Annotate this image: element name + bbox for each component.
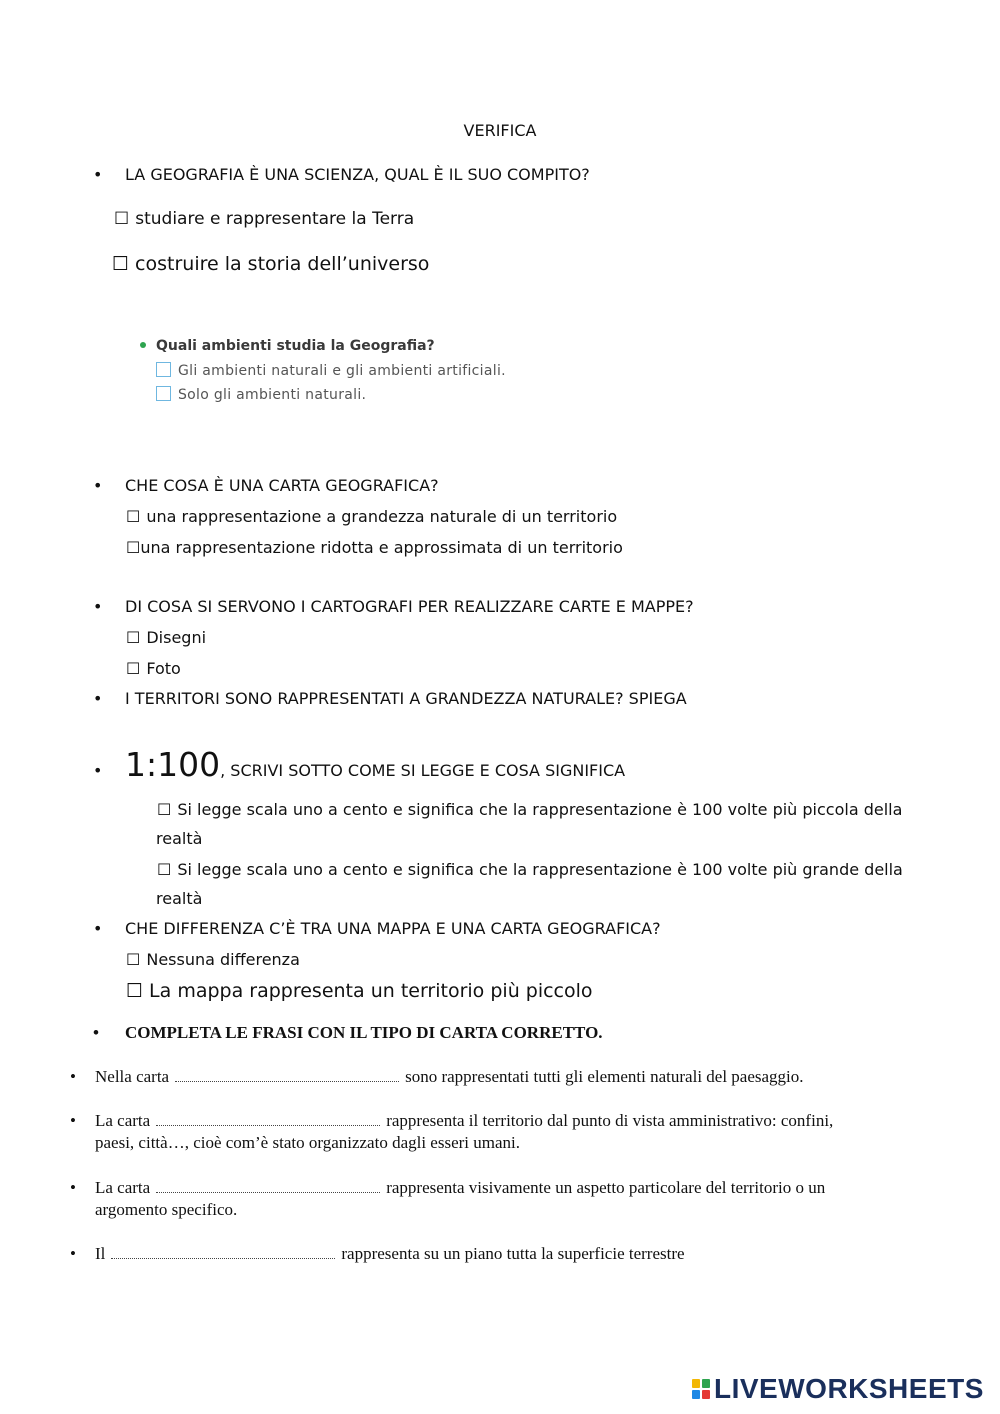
bullet: • <box>70 1111 76 1130</box>
q4-option-1[interactable]: ☐ Disegni <box>126 628 207 647</box>
embedded-question-image <box>136 334 556 414</box>
checkbox-icon[interactable]: ☐ <box>112 253 130 275</box>
bullet: • <box>93 1023 99 1042</box>
page-title: VERIFICA <box>463 121 537 140</box>
bullet: • <box>93 597 103 616</box>
blank-4-input[interactable] <box>111 1257 335 1259</box>
q1-option-2[interactable]: ☐ costruire la storia dell’universo <box>112 253 430 275</box>
checkbox-icon[interactable]: ☐ <box>157 800 172 819</box>
checkbox-icon[interactable]: ☐ <box>126 659 141 678</box>
q2-option-1[interactable]: Gli ambienti naturali e gli ambienti artificiali. <box>156 362 506 379</box>
scale-value: 1:100 <box>125 745 221 784</box>
blank-3-input[interactable] <box>156 1191 380 1193</box>
bullet: • <box>70 1067 76 1086</box>
bullet: • <box>93 761 103 780</box>
question-5: • I TERRITORI SONO RAPPRESENTATI A GRANDEZZA NATURALE? SPIEGA <box>93 689 687 708</box>
bullet: • <box>70 1178 76 1197</box>
question-4: • DI COSA SI SERVONO I CARTOGRAFI PER REALIZZARE CARTE E MAPPE? <box>93 597 694 616</box>
checkbox-icon[interactable]: ☐ <box>157 860 172 879</box>
bullet: • <box>93 476 103 495</box>
bullet: • <box>93 689 103 708</box>
blank-2-input[interactable] <box>156 1124 380 1126</box>
q7-option-2[interactable]: ☐ La mappa rappresenta un territorio più piccolo <box>126 980 593 1002</box>
checkbox-icon[interactable]: ☐ <box>126 950 141 969</box>
q6-option-2-cont: realtà <box>156 889 203 908</box>
logo-mark-icon <box>692 1379 710 1399</box>
sentence-2: • La carta rappresenta il territorio dal punto di vista amministrativo: confini, <box>70 1111 834 1130</box>
checkbox-icon[interactable]: ☐ <box>126 538 141 557</box>
blank-1-input[interactable] <box>175 1080 399 1082</box>
q6-option-2[interactable]: ☐ Si legge scala uno a cento e significa che la rappresentazione è 100 volte più grande della <box>157 860 903 879</box>
q7-option-1[interactable]: ☐ Nessuna differenza <box>126 950 300 969</box>
q2-option-2[interactable]: Solo gli ambienti naturali. <box>156 386 366 403</box>
bullet: • <box>70 1244 76 1263</box>
sentence-3: • La carta rappresenta visivamente un aspetto particolare del territorio o un <box>70 1178 826 1197</box>
q6-option-1-cont: realtà <box>156 829 203 848</box>
sentence-1: • Nella carta sono rappresentati tutti gli elementi naturali del paesaggio. <box>70 1067 804 1086</box>
logo-wordmark: LIVEWORKSHEETS <box>714 1373 984 1404</box>
bullet: • <box>93 919 103 938</box>
q3-option-1[interactable]: ☐ una rappresentazione a grandezza naturale di un territorio <box>126 507 618 526</box>
q6-option-1[interactable]: ☐ Si legge scala uno a cento e significa che la rappresentazione è 100 volte più piccola della <box>157 800 903 819</box>
checkbox-icon[interactable] <box>156 362 171 377</box>
checkbox-icon[interactable]: ☐ <box>126 507 141 526</box>
question-3: • CHE COSA È UNA CARTA GEOGRAFICA? <box>93 476 439 495</box>
question-6: • 1:100, SCRIVI SOTTO COME SI LEGGE E COSA SIGNIFICA <box>93 745 626 784</box>
question-2: Quali ambienti studia la Geografia? <box>156 338 435 354</box>
liveworksheets-logo <box>692 1374 984 1404</box>
question-7: • CHE DIFFERENZA C’È TRA UNA MAPPA E UNA CARTA GEOGRAFICA? <box>93 919 661 938</box>
q1-option-1[interactable]: ☐ studiare e rappresentare la Terra <box>114 209 415 229</box>
question-8: • COMPLETA LE FRASI CON IL TIPO DI CARTA CORRETTO. <box>93 1023 603 1042</box>
sentence-4: • Il rappresenta su un piano tutta la superficie terrestre <box>70 1244 685 1263</box>
sentence-2-cont: paesi, città…, cioè com’è stato organizzato dagli esseri umani. <box>95 1133 521 1152</box>
sentence-3-cont: argomento specifico. <box>95 1200 238 1219</box>
bullet: • <box>93 165 103 184</box>
question-1: • LA GEOGRAFIA È UNA SCIENZA, QUAL È IL SUO COMPITO? <box>93 165 590 184</box>
q3-option-2[interactable]: ☐una rappresentazione ridotta e approssimata di un territorio <box>126 538 623 557</box>
checkbox-icon[interactable]: ☐ <box>114 209 130 229</box>
checkbox-icon[interactable]: ☐ <box>126 628 141 647</box>
checkbox-icon[interactable]: ☐ <box>126 980 144 1002</box>
bullet-dot-icon <box>140 342 146 348</box>
checkbox-icon[interactable] <box>156 386 171 401</box>
q4-option-2[interactable]: ☐ Foto <box>126 659 181 678</box>
